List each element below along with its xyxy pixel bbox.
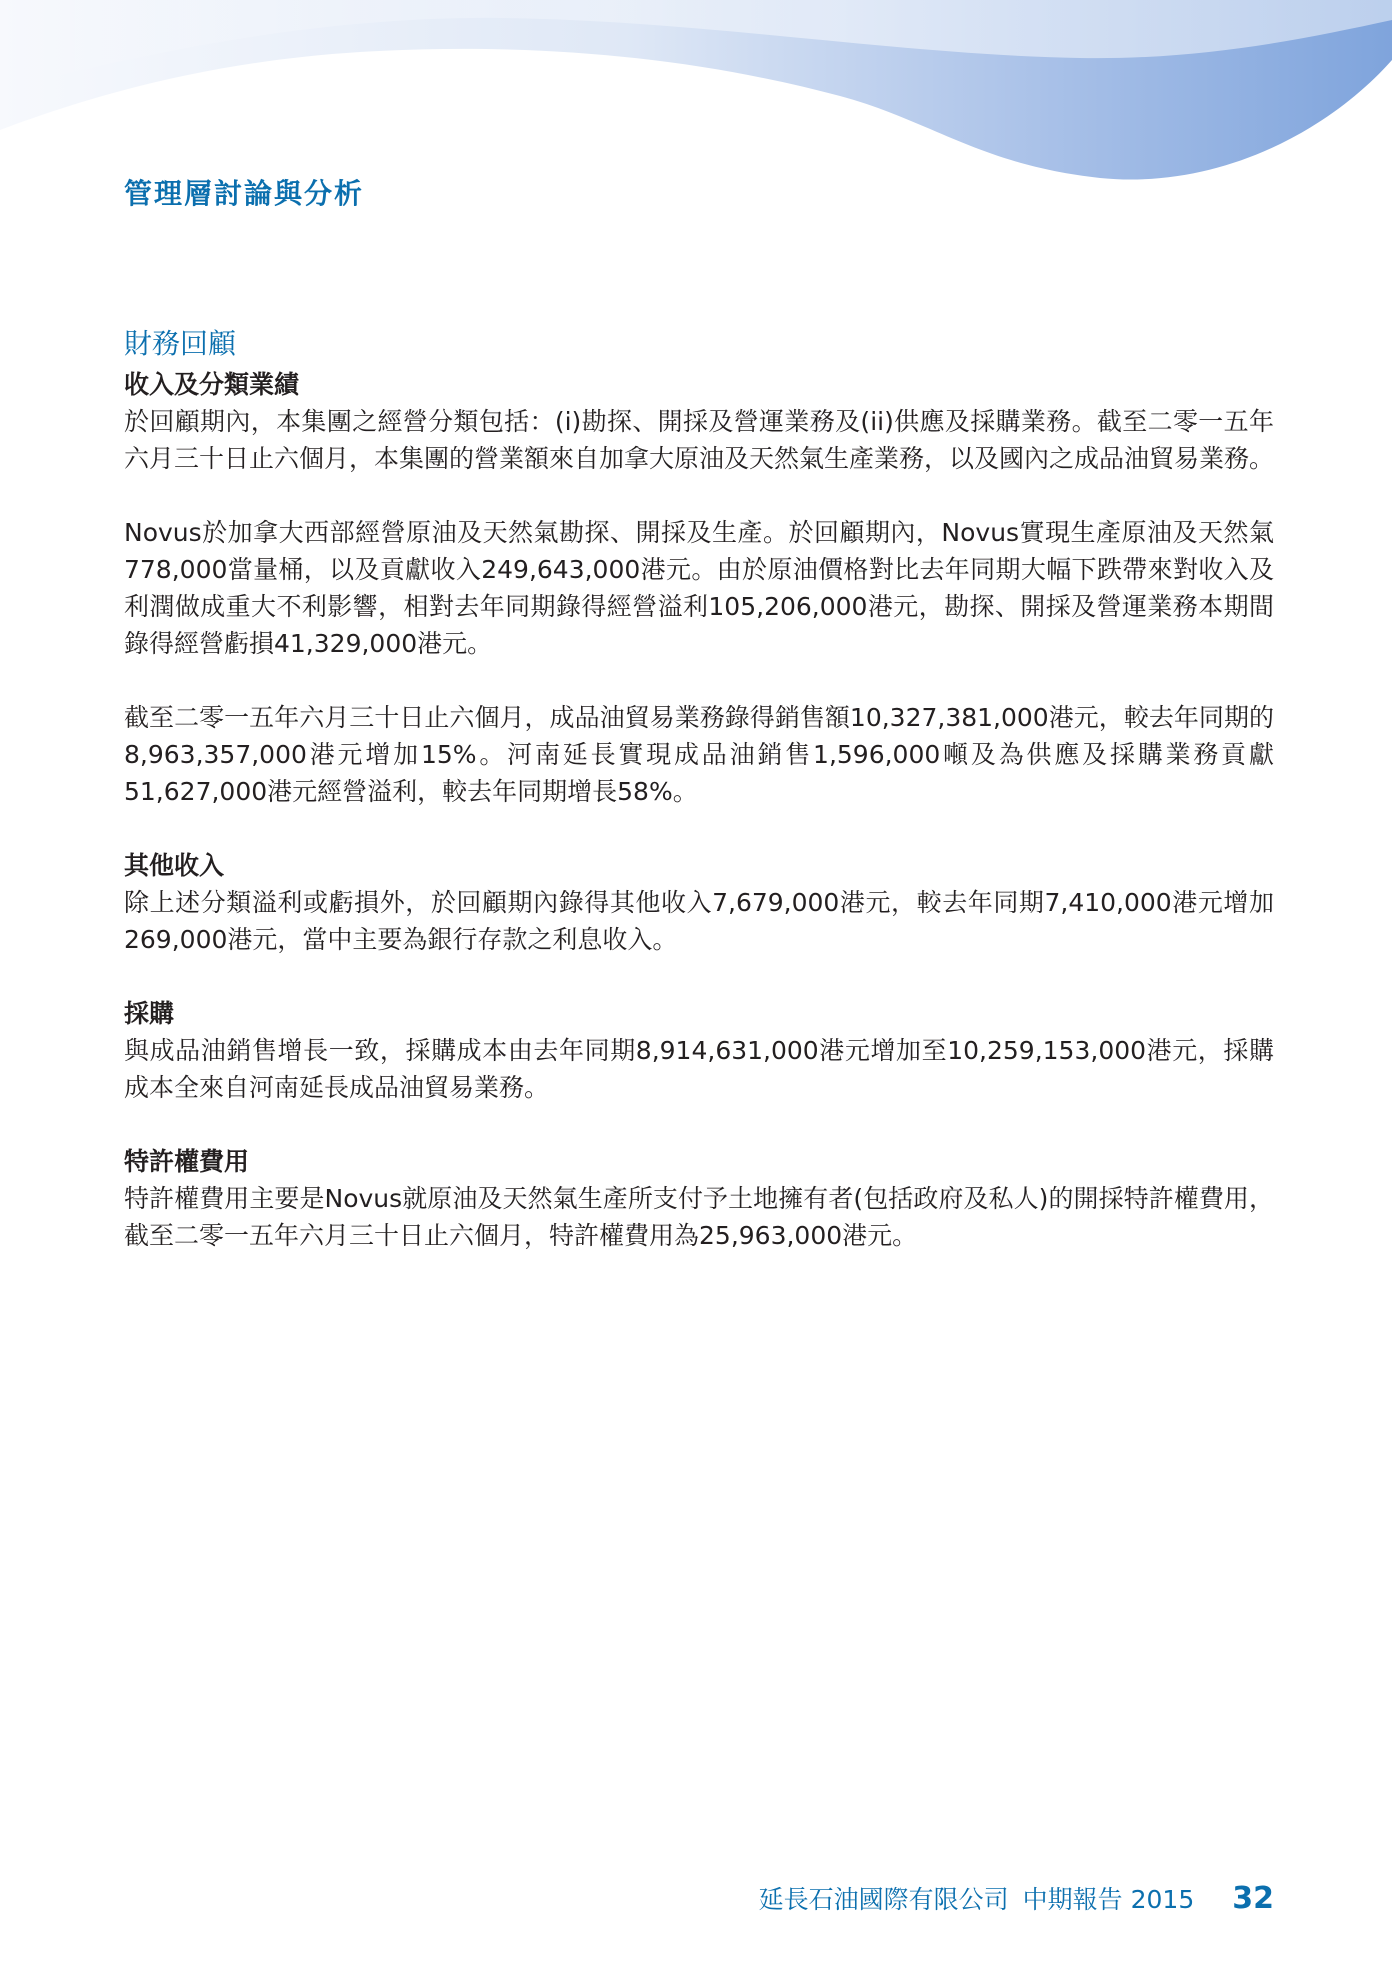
footer-report-title: 中期報告 2015 (1022, 1885, 1195, 1914)
section-revenue (124, 366, 1274, 810)
section-header: 管理層討論與分析 (124, 177, 365, 210)
page-number: 32 (1232, 1881, 1274, 1916)
paragraph: 除上述分類溢利或虧損外，於回顧期內錄得其他收入7,679,000港元，較去年同期7,410,000港元增加269,000港元，當中主要為銀行存款之利息收入。 (124, 888, 1274, 954)
section-heading: 特許權費用 (124, 1147, 250, 1176)
section-heading: 收入及分類業績 (124, 370, 300, 399)
paragraph: Novus於加拿大西部經營原油及天然氣勘探、開採及生產。於回顧期內，Novus實現生產原油及天然氣778,000當量桶，以及貢獻收入249,643,000港元。由於原油價格對比去年同期大幅下跌帶來對收入及利潤做成重大不利影響，相對去年同期錄得經營溢利105,206,000港元，勘探、開採及營運業務本期間錄得經營虧損41,329,000港元。 (124, 518, 1274, 658)
section-heading: 採購 (124, 999, 175, 1028)
paragraph: 於回顧期內，本集團之經營分類包括：(i)勘探、開採及營運業務及(ii)供應及採購業務。截至二零一五年六月三十日止六個月，本集團的營業額來自加拿大原油及天然氣生產業務，以及國內之成品油貿易業務。 (124, 407, 1275, 473)
financial-review (124, 322, 1274, 1254)
paragraph: 截至二零一五年六月三十日止六個月，成品油貿易業務錄得銷售額10,327,381,000港元，較去年同期的8,963,357,000港元增加15%。河南延長實現成品油銷售1,596,000噸及為供應及採購業務貢獻51,627,000港元經營溢利，較去年同期增長58%。 (124, 703, 1274, 806)
section-royalties (124, 1143, 1274, 1254)
paragraph: 特許權費用主要是Novus就原油及天然氣生產所支付予土地擁有者(包括政府及私人)的開採特許權費用，截至二零一五年六月三十日止六個月，特許權費用為25,963,000港元。 (124, 1184, 1274, 1250)
footer-company-name: 延長石油國際有限公司 (758, 1885, 1009, 1914)
content-title: 財務回顧 (124, 327, 237, 360)
page-footer (759, 1880, 1274, 1916)
section-purchases (124, 995, 1274, 1106)
section-other-income (124, 847, 1274, 958)
header-wave-banner (0, 0, 1392, 200)
paragraph: 與成品油銷售增長一致，採購成本由去年同期8,914,631,000港元增加至10,259,153,000港元，採購成本全來自河南延長成品油貿易業務。 (124, 1036, 1274, 1102)
section-heading: 其他收入 (124, 851, 225, 880)
